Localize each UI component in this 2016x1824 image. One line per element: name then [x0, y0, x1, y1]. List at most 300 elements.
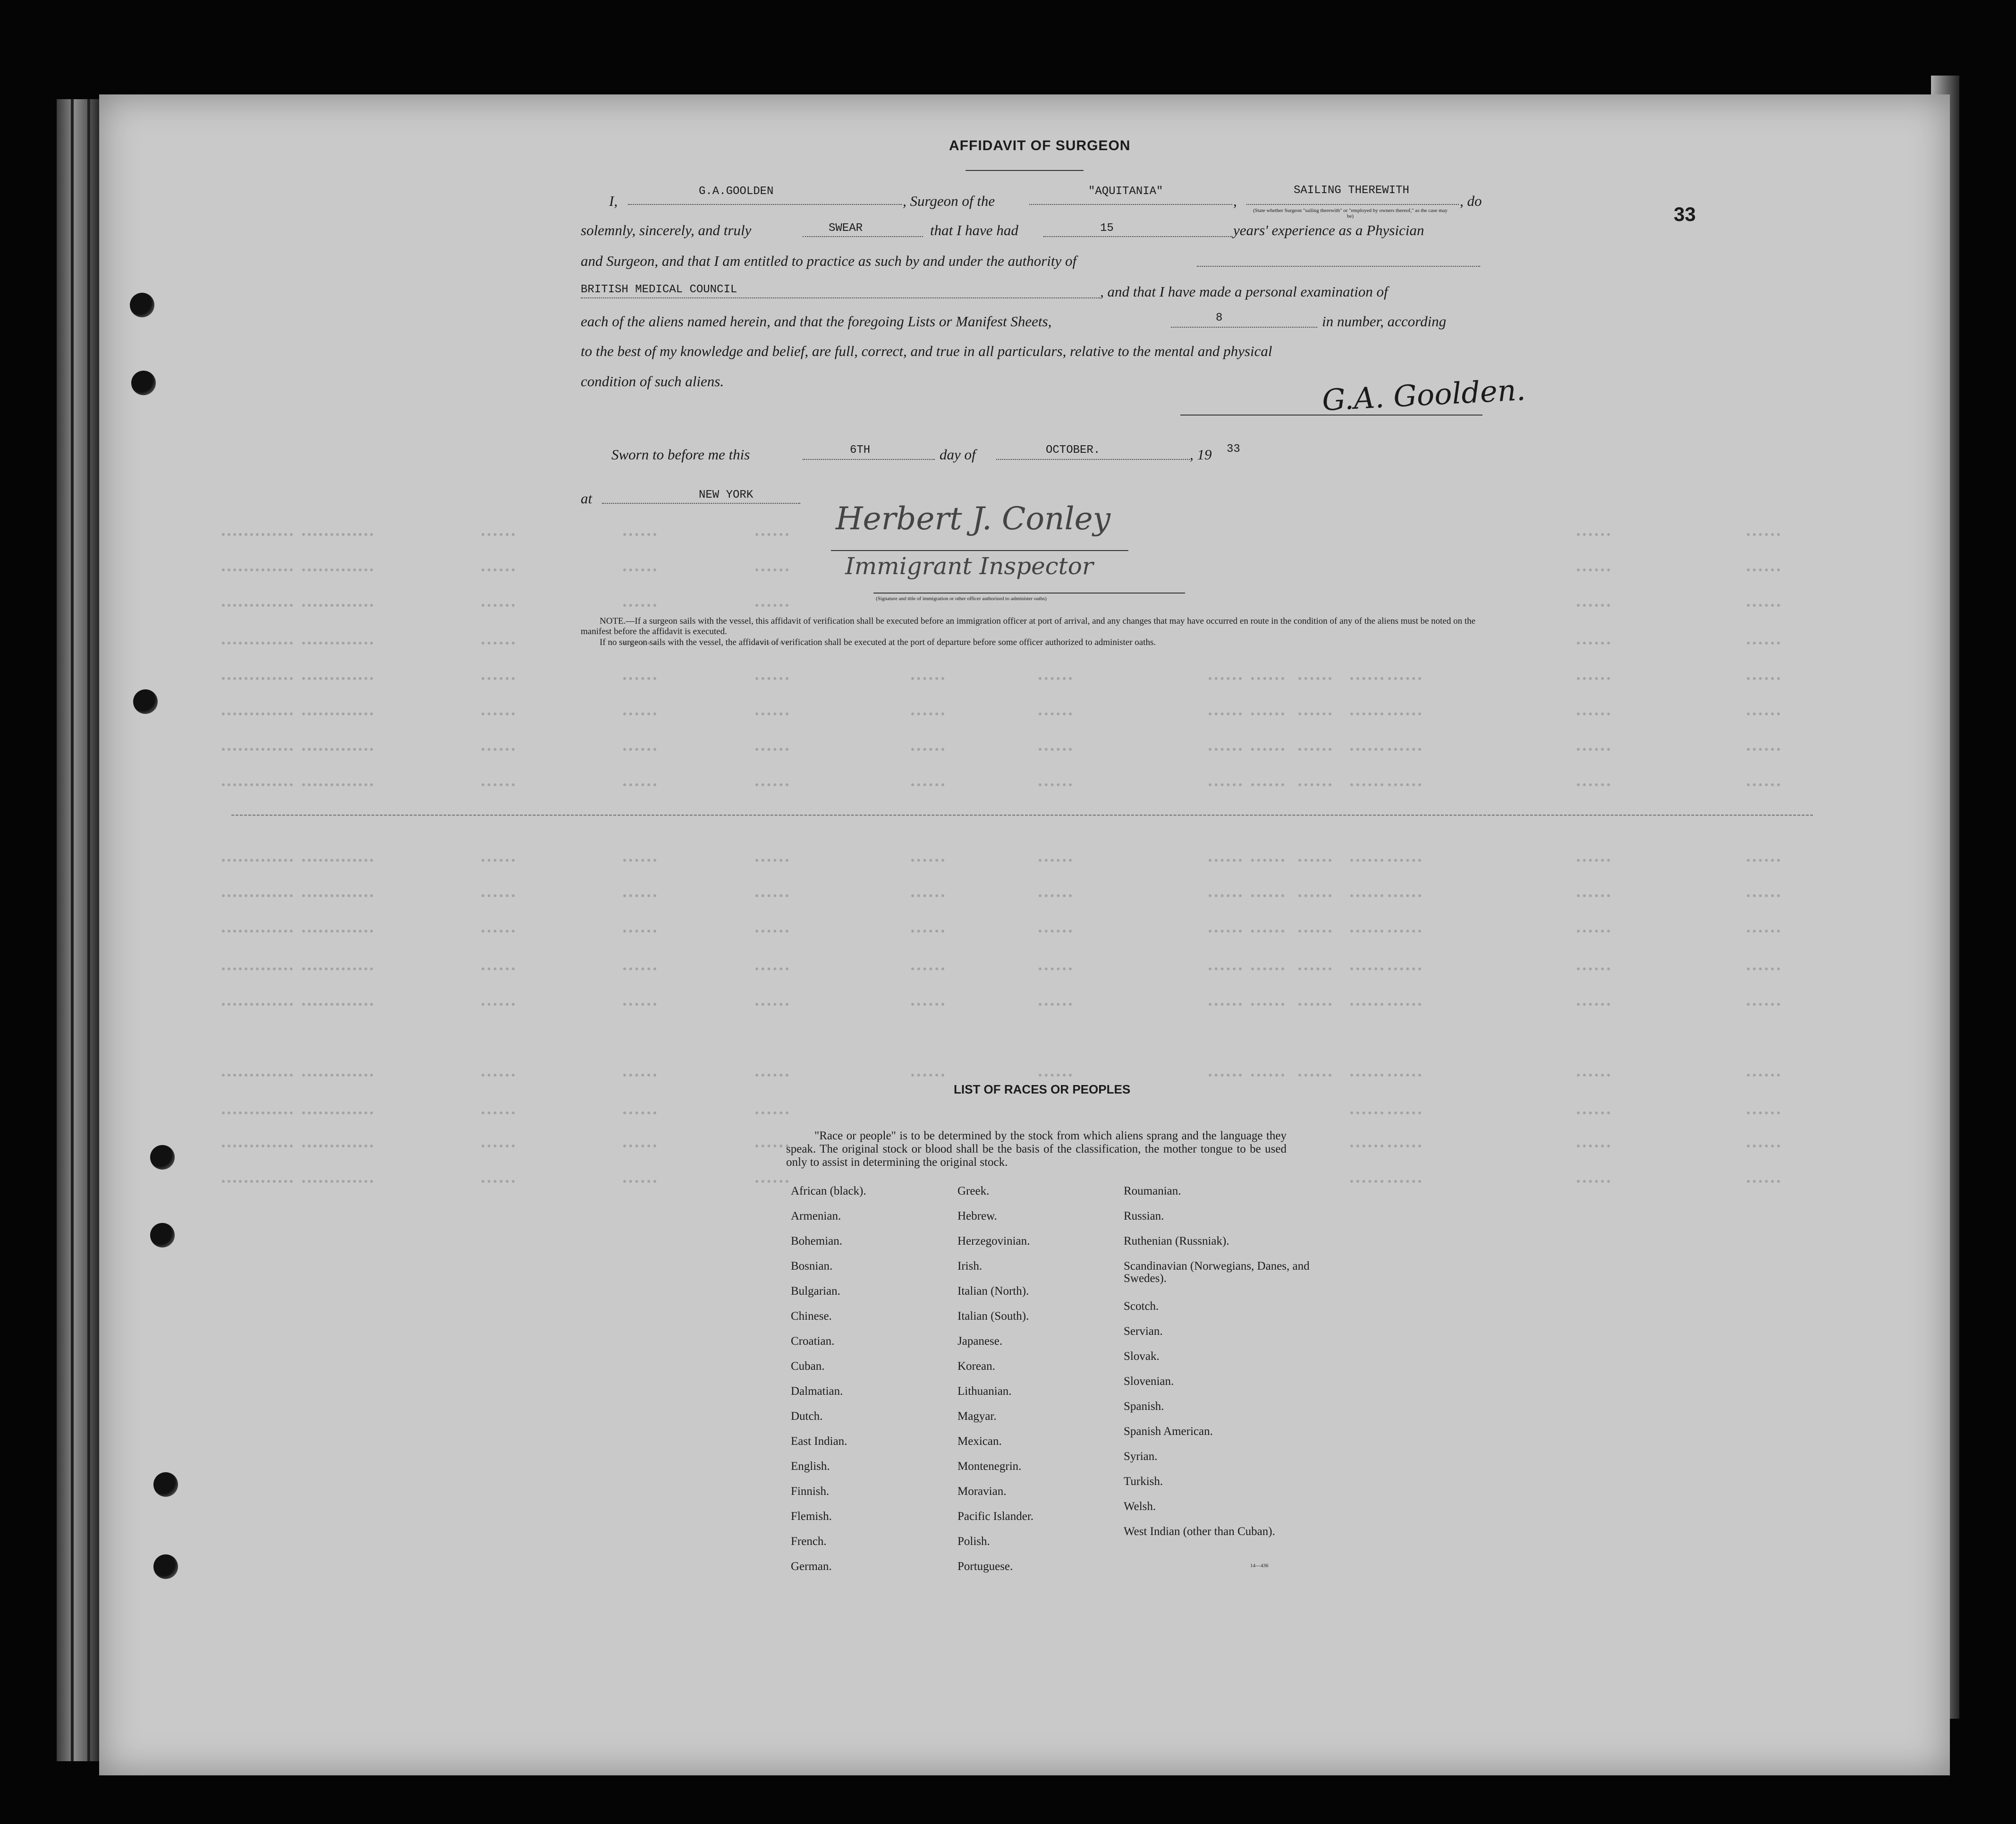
race-item: African (black).: [791, 1185, 866, 1197]
surgeon-signature: G.A. Goolden.: [1321, 372, 1526, 418]
race-item: Servian.: [1124, 1325, 1163, 1338]
sworn-text: day of: [940, 446, 976, 463]
bleed-through-mark: [222, 996, 293, 1006]
fill-line: [803, 459, 935, 460]
bleed-through-mark: [302, 996, 373, 1006]
bleed-through-mark: [222, 852, 293, 862]
bleed-through-mark: [623, 996, 656, 1006]
bleed-through-mark: [1388, 923, 1421, 933]
bleed-through-mark: [302, 741, 373, 751]
bleed-through-mark: [1577, 1138, 1610, 1147]
bleed-through-mark: [623, 852, 656, 862]
affidavit-text: , and that I have made a personal examination of: [1100, 283, 1388, 300]
bleed-through-mark: [1039, 1067, 1072, 1077]
bleed-through-mark: [482, 706, 515, 715]
bleed-through-mark: [302, 852, 373, 862]
surgeon-name: G.A.GOOLDEN: [699, 185, 774, 198]
affidavit-text: solemnly, sincerely, and truly: [581, 222, 752, 238]
fill-line: [996, 459, 1190, 460]
bleed-through-mark: [482, 526, 515, 536]
bleed-through-mark: [1388, 777, 1421, 786]
bleed-through-mark: [1350, 1105, 1383, 1114]
bleed-through-mark: [755, 888, 788, 897]
race-item: Greek.: [957, 1185, 990, 1197]
race-item: Spanish.: [1124, 1400, 1164, 1413]
fill-line: [1197, 266, 1480, 267]
bleed-through-mark: [302, 1067, 373, 1077]
bleed-through-mark: [1577, 597, 1610, 607]
bleed-through-mark: [1747, 888, 1780, 897]
race-item: Lithuanian.: [957, 1385, 1012, 1398]
bleed-through-mark: [755, 852, 788, 862]
bleed-through-mark: [623, 1173, 656, 1183]
bleed-through-mark: [1209, 1067, 1242, 1077]
affidavit-note: If no surgeon sails with the vessel, the affidavit of verification shall be executed at the port of departure before some officer authorized to administer oaths.: [600, 637, 1156, 647]
bleed-through-mark: [482, 961, 515, 970]
binder-hole: [150, 1145, 175, 1170]
binder-hole: [131, 371, 156, 395]
bleed-through-rule: [231, 814, 1813, 816]
race-item: Dutch.: [791, 1410, 823, 1423]
race-item: Scandinavian (Norwegians, Danes, and Swedes).: [1124, 1260, 1310, 1285]
bleed-through-mark: [302, 888, 373, 897]
bleed-through-mark: [222, 635, 293, 645]
bleed-through-mark: [1209, 888, 1242, 897]
affidavit-title: AFFIDAVIT OF SURGEON: [949, 138, 1131, 153]
race-item: Finnish.: [791, 1485, 830, 1498]
affidavit-text: in number, according: [1322, 313, 1447, 330]
bleed-through-mark: [302, 923, 373, 933]
bleed-through-mark: [1747, 741, 1780, 751]
sworn-text: , 19: [1190, 446, 1212, 463]
bleed-through-mark: [1747, 1173, 1780, 1183]
bleed-through-mark: [302, 526, 373, 536]
bleed-through-mark: [482, 597, 515, 607]
bleed-through-mark: [1350, 1173, 1383, 1183]
bleed-through-mark: [623, 1067, 656, 1077]
bleed-through-mark: [302, 706, 373, 715]
bleed-through-mark: [1251, 777, 1284, 786]
bleed-through-mark: [1350, 777, 1383, 786]
bleed-through-mark: [482, 777, 515, 786]
bleed-through-mark: [1350, 888, 1383, 897]
bleed-through-mark: [623, 777, 656, 786]
bleed-through-mark: [1251, 852, 1284, 862]
bleed-through-mark: [1350, 706, 1383, 715]
bleed-through-mark: [222, 1105, 293, 1114]
bleed-through-mark: [1577, 852, 1610, 862]
race-item: Slovak.: [1124, 1350, 1160, 1363]
race-item: Japanese.: [957, 1335, 1003, 1348]
bleed-through-mark: [1388, 961, 1421, 970]
races-title: LIST OF RACES OR PEOPLES: [954, 1082, 1131, 1096]
bleed-through-mark: [1298, 923, 1331, 933]
bleed-through-mark: [1298, 741, 1331, 751]
bleed-through-mark: [755, 1138, 788, 1147]
race-item: Italian (South).: [957, 1310, 1029, 1323]
bleed-through-mark: [623, 1138, 656, 1147]
bleed-through-mark: [1039, 888, 1072, 897]
bleed-through-mark: [1209, 706, 1242, 715]
bleed-through-mark: [755, 562, 788, 571]
sailing-status: SAILING THEREWITH: [1294, 184, 1409, 197]
bleed-through-mark: [1350, 741, 1383, 751]
bleed-through-mark: [623, 741, 656, 751]
bleed-through-mark: [1251, 923, 1284, 933]
bleed-through-mark: [1388, 1173, 1421, 1183]
bleed-through-mark: [1251, 961, 1284, 970]
fill-line: [628, 204, 902, 205]
bleed-through-mark: [222, 1173, 293, 1183]
bleed-through-mark: [1350, 1067, 1383, 1077]
bleed-through-mark: [482, 741, 515, 751]
bleed-through-mark: [302, 1105, 373, 1114]
race-item: Syrian.: [1124, 1450, 1158, 1463]
bleed-through-mark: [1039, 996, 1072, 1006]
bleed-through-mark: [1209, 923, 1242, 933]
bleed-through-mark: [1577, 741, 1610, 751]
affidavit-note: NOTE.—If a surgeon sails with the vessel, this affidavit of verification shall be executed before an immigration officer at port of arrival, and any changes that may have occurred en route in the condition of any of the aliens must be noted on the manifest before the affidavit is executed.: [581, 616, 1476, 636]
officer-signature: Herbert J. Conley: [836, 501, 1111, 537]
fill-line: [1246, 204, 1459, 205]
bleed-through-mark: [1747, 1067, 1780, 1077]
race-item: Slovenian.: [1124, 1375, 1174, 1388]
bleed-through-mark: [482, 852, 515, 862]
bleed-through-mark: [1577, 1105, 1610, 1114]
binder-hole: [130, 293, 154, 317]
officer-title: Immigrant Inspector: [845, 552, 1093, 580]
binder-hole: [150, 1223, 175, 1247]
affidavit-text: and Surgeon, and that I am entitled to practice as such by and under the authority of: [581, 253, 1077, 269]
race-item: Spanish American.: [1124, 1425, 1213, 1438]
bleed-through-mark: [1747, 777, 1780, 786]
bleed-through-mark: [911, 777, 944, 786]
bleed-through-mark: [755, 1173, 788, 1183]
authority: BRITISH MEDICAL COUNCIL: [581, 283, 737, 296]
bleed-through-mark: [623, 923, 656, 933]
vessel-name: "AQUITANIA": [1088, 185, 1163, 198]
race-item: West Indian (other than Cuban).: [1124, 1525, 1275, 1538]
bleed-through-mark: [911, 852, 944, 862]
bleed-through-mark: [911, 670, 944, 680]
bleed-through-mark: [222, 961, 293, 970]
oath-word: SWEAR: [829, 222, 863, 235]
race-item: Italian (North).: [957, 1285, 1029, 1298]
bleed-through-mark: [302, 635, 373, 645]
binder-hole: [153, 1472, 178, 1497]
race-item: Bohemian.: [791, 1235, 843, 1247]
bleed-through-mark: [1747, 923, 1780, 933]
race-item: Dalmatian.: [791, 1385, 843, 1398]
race-item: Cuban.: [791, 1360, 825, 1373]
bleed-through-mark: [1747, 526, 1780, 536]
affidavit-text: , Surgeon of the: [903, 193, 995, 209]
bleed-through-mark: [1388, 888, 1421, 897]
bleed-through-mark: [755, 1067, 788, 1077]
binder-hole: [153, 1554, 178, 1579]
bleed-through-mark: [222, 923, 293, 933]
affidavit-text: each of the aliens named herein, and that the foregoing Lists or Manifest Sheets,: [581, 313, 1052, 330]
bleed-through-mark: [1039, 777, 1072, 786]
bleed-through-mark: [1350, 670, 1383, 680]
race-item: Bosnian.: [791, 1260, 833, 1273]
bleed-through-mark: [1298, 777, 1331, 786]
fill-line: [803, 236, 923, 237]
race-item: English.: [791, 1460, 830, 1473]
bleed-through-mark: [1577, 526, 1610, 536]
bleed-through-mark: [911, 888, 944, 897]
bleed-through-mark: [755, 526, 788, 536]
bleed-through-mark: [1251, 1067, 1284, 1077]
bleed-through-mark: [1209, 777, 1242, 786]
bleed-through-mark: [1209, 741, 1242, 751]
bleed-through-mark: [755, 1105, 788, 1114]
bleed-through-mark: [623, 1105, 656, 1114]
bleed-through-mark: [1298, 961, 1331, 970]
bleed-through-mark: [482, 562, 515, 571]
at-label: at: [581, 490, 593, 507]
race-item: Herzegovinian.: [957, 1235, 1030, 1247]
bleed-through-mark: [1747, 1138, 1780, 1147]
race-item: Chinese.: [791, 1310, 832, 1323]
races-intro: "Race or people" is to be determined by the stock from which aliens sprang and the language they speak. The original stock or blood shall be the basis of the classification, the mother tongue to be used only to assist in determining the original stock.: [786, 1129, 1287, 1169]
fill-line: [1171, 327, 1317, 328]
race-item: Armenian.: [791, 1210, 841, 1222]
bleed-through-mark: [1251, 741, 1284, 751]
affidavit-text: years' experience as a Physician: [1233, 222, 1424, 238]
years-experience: 15: [1100, 222, 1114, 235]
race-item: Hebrew.: [957, 1210, 997, 1222]
bleed-through-mark: [222, 741, 293, 751]
bleed-through-mark: [222, 777, 293, 786]
bleed-through-mark: [222, 562, 293, 571]
sworn-text: Sworn to before me this: [611, 446, 750, 463]
race-item: French.: [791, 1535, 827, 1548]
bleed-through-mark: [1388, 670, 1421, 680]
affidavit-text: , do: [1460, 193, 1482, 209]
bleed-through-mark: [1209, 996, 1242, 1006]
bleed-through-mark: [1298, 852, 1331, 862]
bleed-through-mark: [1298, 1067, 1331, 1077]
race-item: German.: [791, 1560, 832, 1573]
race-item: Welsh.: [1124, 1500, 1156, 1513]
bleed-through-mark: [1039, 670, 1072, 680]
sworn-day: 6TH: [850, 444, 871, 457]
bleed-through-mark: [911, 706, 944, 715]
bleed-through-mark: [755, 706, 788, 715]
book-binding: [57, 99, 102, 1761]
bleed-through-mark: [1747, 961, 1780, 970]
bleed-through-mark: [302, 562, 373, 571]
race-item: Polish.: [957, 1535, 990, 1548]
bleed-through-mark: [482, 888, 515, 897]
bleed-through-mark: [1577, 1067, 1610, 1077]
bleed-through-mark: [755, 996, 788, 1006]
race-item: Roumanian.: [1124, 1185, 1181, 1197]
bleed-through-mark: [1747, 562, 1780, 571]
bleed-through-mark: [1388, 741, 1421, 751]
signature-line: [873, 593, 1185, 594]
bleed-through-mark: [222, 670, 293, 680]
affidavit-text: ,: [1233, 193, 1237, 209]
bleed-through-mark: [1039, 961, 1072, 970]
bleed-through-mark: [482, 923, 515, 933]
bleed-through-mark: [755, 670, 788, 680]
race-item: Irish.: [957, 1260, 983, 1273]
bleed-through-mark: [302, 1173, 373, 1183]
binding-line: [71, 99, 74, 1761]
bleed-through-mark: [222, 706, 293, 715]
bleed-through-mark: [1388, 1138, 1421, 1147]
bleed-through-mark: [1388, 1105, 1421, 1114]
form-number: 14—436: [1250, 1563, 1269, 1569]
sworn-place: NEW YORK: [699, 489, 754, 501]
signature-line: [1180, 415, 1482, 416]
bleed-through-mark: [1577, 562, 1610, 571]
sheet-count: 8: [1216, 312, 1223, 324]
race-item: Russian.: [1124, 1210, 1164, 1222]
bleed-through-mark: [623, 597, 656, 607]
fill-line: [1043, 236, 1232, 237]
page-number: 33: [1674, 203, 1696, 225]
race-item: Ruthenian (Russniak).: [1124, 1235, 1229, 1247]
affidavit-text: to the best of my knowledge and belief, are full, correct, and true in all particulars, relative to the mental and physical: [581, 343, 1272, 359]
bleed-through-mark: [482, 1138, 515, 1147]
bleed-through-mark: [1747, 597, 1780, 607]
bleed-through-mark: [482, 996, 515, 1006]
bleed-through-mark: [1388, 706, 1421, 715]
bleed-through-mark: [911, 1067, 944, 1077]
bleed-through-mark: [1350, 996, 1383, 1006]
bleed-through-mark: [482, 635, 515, 645]
bleed-through-mark: [1747, 852, 1780, 862]
race-item: Scotch.: [1124, 1300, 1159, 1313]
bleed-through-mark: [1577, 635, 1610, 645]
bleed-through-mark: [222, 597, 293, 607]
bleed-through-mark: [623, 706, 656, 715]
bleed-through-mark: [1388, 996, 1421, 1006]
bleed-through-mark: [1251, 706, 1284, 715]
bleed-through-mark: [1350, 852, 1383, 862]
bleed-through-mark: [1577, 706, 1610, 715]
race-item: Bulgarian.: [791, 1285, 840, 1298]
bleed-through-mark: [222, 888, 293, 897]
race-item: Magyar.: [957, 1410, 997, 1423]
bleed-through-mark: [302, 670, 373, 680]
race-item: Korean.: [957, 1360, 995, 1373]
affidavit-text: condition of such aliens.: [581, 373, 724, 390]
bleed-through-mark: [1350, 923, 1383, 933]
bleed-through-mark: [1747, 706, 1780, 715]
bleed-through-mark: [222, 1067, 293, 1077]
signature-line: [831, 550, 1128, 551]
bleed-through-mark: [482, 1067, 515, 1077]
bleed-through-mark: [1577, 1173, 1610, 1183]
bleed-through-mark: [482, 1105, 515, 1114]
binding-line: [87, 99, 90, 1761]
bleed-through-mark: [623, 670, 656, 680]
race-item: Moravian.: [957, 1485, 1007, 1498]
bleed-through-mark: [1209, 961, 1242, 970]
bleed-through-mark: [1298, 706, 1331, 715]
bleed-through-mark: [1577, 961, 1610, 970]
fill-line: [581, 297, 1100, 298]
race-item: Mexican.: [957, 1435, 1002, 1448]
fill-line: [1029, 204, 1232, 205]
bleed-through-mark: [1350, 961, 1383, 970]
bleed-through-mark: [1298, 888, 1331, 897]
bleed-through-mark: [1298, 670, 1331, 680]
race-item: Turkish.: [1124, 1475, 1163, 1488]
bleed-through-mark: [911, 923, 944, 933]
bleed-through-mark: [1388, 852, 1421, 862]
race-item: Croatian.: [791, 1335, 835, 1348]
race-item: Pacific Islander.: [957, 1510, 1034, 1523]
bleed-through-mark: [1251, 670, 1284, 680]
bleed-through-mark: [222, 1138, 293, 1147]
bleed-through-mark: [1747, 635, 1780, 645]
bleed-through-mark: [302, 777, 373, 786]
bleed-through-mark: [1577, 777, 1610, 786]
race-item: Portuguese.: [957, 1560, 1013, 1573]
bleed-through-mark: [302, 961, 373, 970]
officer-caption: (Signature and title of immigration or other officer authorized to administer oaths): [876, 596, 1047, 602]
bleed-through-mark: [623, 888, 656, 897]
bleed-through-mark: [482, 670, 515, 680]
bleed-through-mark: [1039, 741, 1072, 751]
bleed-through-mark: [755, 777, 788, 786]
bleed-through-mark: [302, 1138, 373, 1147]
bleed-through-mark: [1747, 996, 1780, 1006]
affidavit-text: that I have had: [930, 222, 1018, 238]
bleed-through-mark: [1747, 670, 1780, 680]
bleed-through-mark: [755, 741, 788, 751]
bleed-through-mark: [1577, 996, 1610, 1006]
bleed-through-mark: [302, 597, 373, 607]
race-item: Flemish.: [791, 1510, 832, 1523]
sworn-month: OCTOBER.: [1046, 444, 1101, 457]
bleed-through-mark: [911, 961, 944, 970]
sworn-year: 33: [1227, 443, 1240, 456]
bleed-through-mark: [1577, 670, 1610, 680]
bleed-through-mark: [755, 923, 788, 933]
binder-hole: [133, 689, 158, 714]
bleed-through-mark: [1209, 670, 1242, 680]
bleed-through-mark: [1039, 852, 1072, 862]
race-item: East Indian.: [791, 1435, 847, 1448]
bleed-through-mark: [623, 526, 656, 536]
bleed-through-mark: [1350, 1138, 1383, 1147]
bleed-through-mark: [1388, 1067, 1421, 1077]
bleed-through-mark: [755, 961, 788, 970]
fill-line: [602, 503, 800, 504]
bleed-through-mark: [623, 961, 656, 970]
bleed-through-mark: [1577, 888, 1610, 897]
title-rule: [966, 170, 1084, 171]
bleed-through-mark: [1251, 996, 1284, 1006]
bleed-through-mark: [482, 1173, 515, 1183]
bleed-through-mark: [911, 996, 944, 1006]
race-item: Montenegrin.: [957, 1460, 1022, 1473]
affidavit-text: I,: [609, 193, 618, 209]
bleed-through-mark: [222, 526, 293, 536]
bleed-through-mark: [1577, 923, 1610, 933]
bleed-through-mark: [1298, 996, 1331, 1006]
bleed-through-mark: [1251, 888, 1284, 897]
bleed-through-mark: [1039, 706, 1072, 715]
bleed-through-mark: [1039, 923, 1072, 933]
bleed-through-mark: [1209, 852, 1242, 862]
